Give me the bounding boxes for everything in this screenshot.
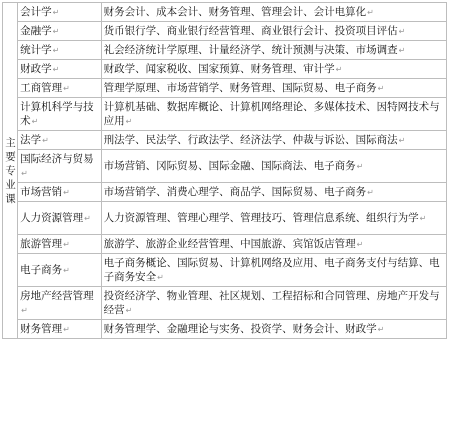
major-cell [18, 131, 102, 150]
major-name: 统计学 [20, 43, 52, 56]
course-list: 财务管理学、金融理论与实务、投资学、财务会计、财政学 [103, 322, 377, 335]
course-list: 旅游学、旅游企业经营管理、中国旅游、宾馆饭店管理 [103, 237, 356, 250]
courses-cell [101, 98, 446, 131]
paragraph-mark: ↵ [367, 7, 374, 17]
major-cell [18, 41, 102, 60]
paragraph-mark: ↵ [157, 272, 164, 282]
table-row [3, 150, 447, 183]
paragraph-mark: ↵ [125, 305, 133, 315]
courses-cell [101, 3, 446, 22]
courses-cell [101, 320, 446, 339]
paragraph-mark: ↵ [335, 64, 343, 74]
major-cell [18, 22, 102, 41]
table-row [3, 202, 447, 235]
courses-cell [101, 202, 446, 235]
course-list: 计算机基础、数据库概论、计算机网络理论、多媒体技术、因特网技术与应用 [103, 100, 440, 127]
courses-cell [101, 235, 446, 254]
courses-cell [101, 254, 446, 287]
course-list: 市场营销学、消费心理学、商品学、国际贸易、电子商务 [103, 185, 367, 198]
paragraph-mark: ↵ [377, 83, 385, 93]
course-list: 管理学原理、市场营销学、财务管理、国际贸易、电子商务 [103, 81, 377, 94]
table-row [3, 320, 447, 339]
major-name: 旅游管理 [20, 237, 63, 250]
courses-cell [101, 183, 446, 202]
paragraph-mark: ↵ [377, 324, 385, 334]
courses-cell [101, 131, 446, 150]
major-name: 人力资源管理 [20, 211, 84, 224]
table-row [3, 41, 447, 60]
major-name: 金融学 [20, 24, 52, 37]
paragraph-mark: ↵ [21, 305, 28, 315]
paragraph-mark: ↵ [52, 26, 60, 36]
course-list: 财务会计、成本会计、财务管理、管理会计、会计电算化 [103, 5, 367, 18]
courses-cell [101, 60, 446, 79]
major-name: 工商管理 [20, 81, 63, 94]
paragraph-mark: ↵ [419, 213, 427, 223]
major-name: 财务管理 [20, 322, 63, 335]
paragraph-mark: ↵ [84, 213, 91, 223]
course-list: 市场营销、冈际贸易、国际金融、国际商法、电子商务 [103, 159, 356, 172]
major-name: 财政学 [20, 62, 52, 75]
paragraph-mark: ↵ [52, 64, 60, 74]
major-name: 会计学 [20, 5, 52, 18]
course-list: 礼会经济统计学原理、计量经济学、统计预测与决策、市场调查 [103, 43, 398, 56]
major-name: 市场营销 [20, 185, 63, 198]
paragraph-mark: ↵ [63, 265, 70, 275]
paragraph-mark: ↵ [398, 135, 406, 145]
major-cell [18, 60, 102, 79]
paragraph-mark: ↵ [63, 324, 70, 334]
paragraph-mark: ↵ [367, 187, 374, 197]
side-label: 主要专业课 [5, 136, 16, 205]
side-label-cell [3, 3, 18, 339]
table-row [3, 79, 447, 98]
table-row [3, 60, 447, 79]
table-row [3, 183, 447, 202]
paragraph-mark: ↵ [356, 239, 364, 249]
paragraph-mark: ↵ [63, 83, 70, 93]
major-name: 计算机科学与技术 [20, 100, 94, 127]
major-cell [18, 79, 102, 98]
courses-cell [101, 150, 446, 183]
course-list: 投资经济学、物业管理、社区规划、工程招标和合同管理、房地产开发与经营 [103, 289, 440, 316]
course-list: 人力资源管理、管理心理学、管理技巧、管理信息系统、组织行为学 [103, 211, 419, 224]
paragraph-mark: ↵ [356, 161, 364, 171]
table-row [3, 98, 447, 131]
courses-cell [101, 79, 446, 98]
major-cell [18, 183, 102, 202]
course-list: 刑法学、民法学、行政法学、经济法学、仲裁与诉讼、国际商法 [103, 133, 398, 146]
major-name: 国际经济与贸易 [20, 152, 94, 165]
courses-cell [101, 22, 446, 41]
table-row [3, 235, 447, 254]
major-cell [18, 287, 102, 320]
table-row [3, 3, 447, 22]
paragraph-mark: ↵ [63, 187, 70, 197]
major-cell [18, 254, 102, 287]
table-row [3, 22, 447, 41]
paragraph-mark: ↵ [42, 135, 49, 145]
major-name: 房地产经营管理 [20, 289, 94, 302]
major-cell [18, 202, 102, 235]
courses-cell [101, 41, 446, 60]
paragraph-mark: ↵ [21, 168, 28, 178]
course-list: 货币银行学、商业银行经营管理、商业银行会计、投资项目评估 [103, 24, 398, 37]
major-cell [18, 235, 102, 254]
paragraph-mark: ↵ [63, 239, 70, 249]
major-name: 电子商务 [20, 263, 63, 276]
courses-cell [101, 287, 446, 320]
course-list: 电子商务概论、国际贸易、计算机网络及应用、电子商务支付与结算、电子商务安全 [103, 256, 440, 283]
table-row [3, 287, 447, 320]
paragraph-mark: ↵ [398, 45, 406, 55]
major-cell [18, 150, 102, 183]
course-list: 财政学、闻家税收、国家预算、财务管理、审计学 [103, 62, 335, 75]
major-cell [18, 98, 102, 131]
paragraph-mark: ↵ [125, 116, 133, 126]
table-row [3, 131, 447, 150]
major-course-table [2, 2, 447, 339]
paragraph-mark: ↵ [31, 116, 39, 126]
table-row [3, 254, 447, 287]
major-cell [18, 320, 102, 339]
paragraph-mark: ↵ [398, 26, 406, 36]
major-cell [18, 3, 102, 22]
major-name: 法学 [20, 133, 42, 146]
paragraph-mark: ↵ [52, 45, 60, 55]
paragraph-mark: ↵ [52, 7, 60, 17]
